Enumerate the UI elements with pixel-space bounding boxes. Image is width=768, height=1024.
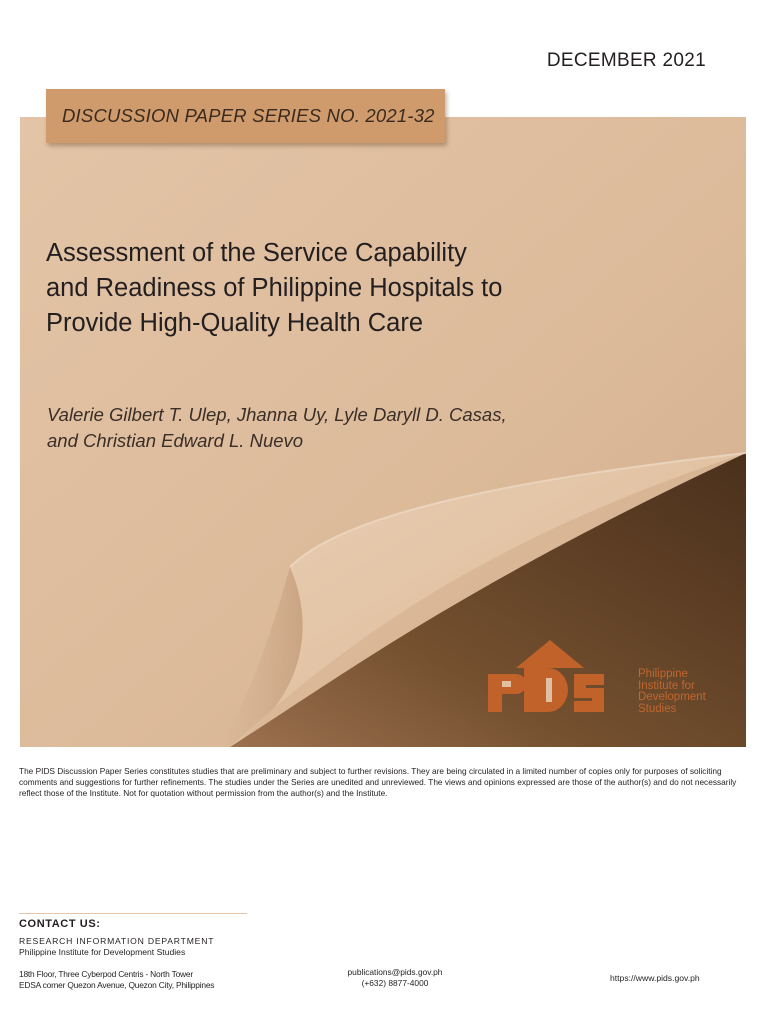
logo-name-line: Institute for	[638, 679, 695, 692]
logo-name-line: Philippine	[638, 668, 688, 680]
contact-email-phone	[340, 967, 450, 989]
paper-title-line: Assessment of the Service Capability	[46, 239, 467, 267]
paper-title-line: Provide High-Quality Health Care	[46, 309, 423, 337]
logo-name-line: Development	[638, 691, 706, 703]
contact-address	[19, 969, 214, 991]
paper-authors	[47, 402, 647, 454]
contact-department	[19, 936, 214, 958]
address-line: 18th Floor, Three Cyberpod Centris - North Tower	[19, 969, 193, 979]
contact-website-link[interactable]: https://www.pids.gov.ph	[610, 973, 700, 983]
logo-institute-name	[638, 669, 738, 715]
contact-divider	[19, 913, 247, 914]
department-name: RESEARCH INFORMATION DEPARTMENT	[19, 936, 215, 946]
contact-phone: (+632) 8877-4000	[361, 978, 429, 988]
contact-email-link[interactable]: publications@pids.gov.ph	[347, 967, 443, 977]
series-number-label: DISCUSSION PAPER SERIES NO. 2021-32	[62, 105, 435, 126]
publication-date: DECEMBER 2021	[546, 50, 706, 71]
authors-line: and Christian Edward L. Nuevo	[47, 430, 304, 451]
institute-name: Philippine Institute for Development Studies	[19, 947, 186, 957]
logo-name-line: Studies	[638, 702, 677, 715]
contact-heading: CONTACT US:	[19, 918, 101, 930]
authors-line: Valerie Gilbert T. Ulep, Jhanna Uy, Lyle Daryll D. Casas,	[47, 404, 507, 425]
series-number-tab	[46, 89, 445, 143]
address-line: EDSA corner Quezon Avenue, Quezon City, Philippines	[19, 980, 215, 990]
disclaimer-text: The PIDS Discussion Paper Series constitutes studies that are preliminary and subject to further revisions. They are being circulated in a limited number of copies only for purposes of soliciting comments and suggestions for further refinements. The studies under the Series are unedited and unreviewed. The views and opinions expressed are those of the author(s) and do not necessarily reflect those of the Institute. Not for quotation without permission from the author(s) and the Institute.	[19, 766, 737, 798]
paper-title-line: and Readiness of Philippine Hospitals to	[46, 274, 503, 302]
paper-title	[46, 236, 646, 341]
